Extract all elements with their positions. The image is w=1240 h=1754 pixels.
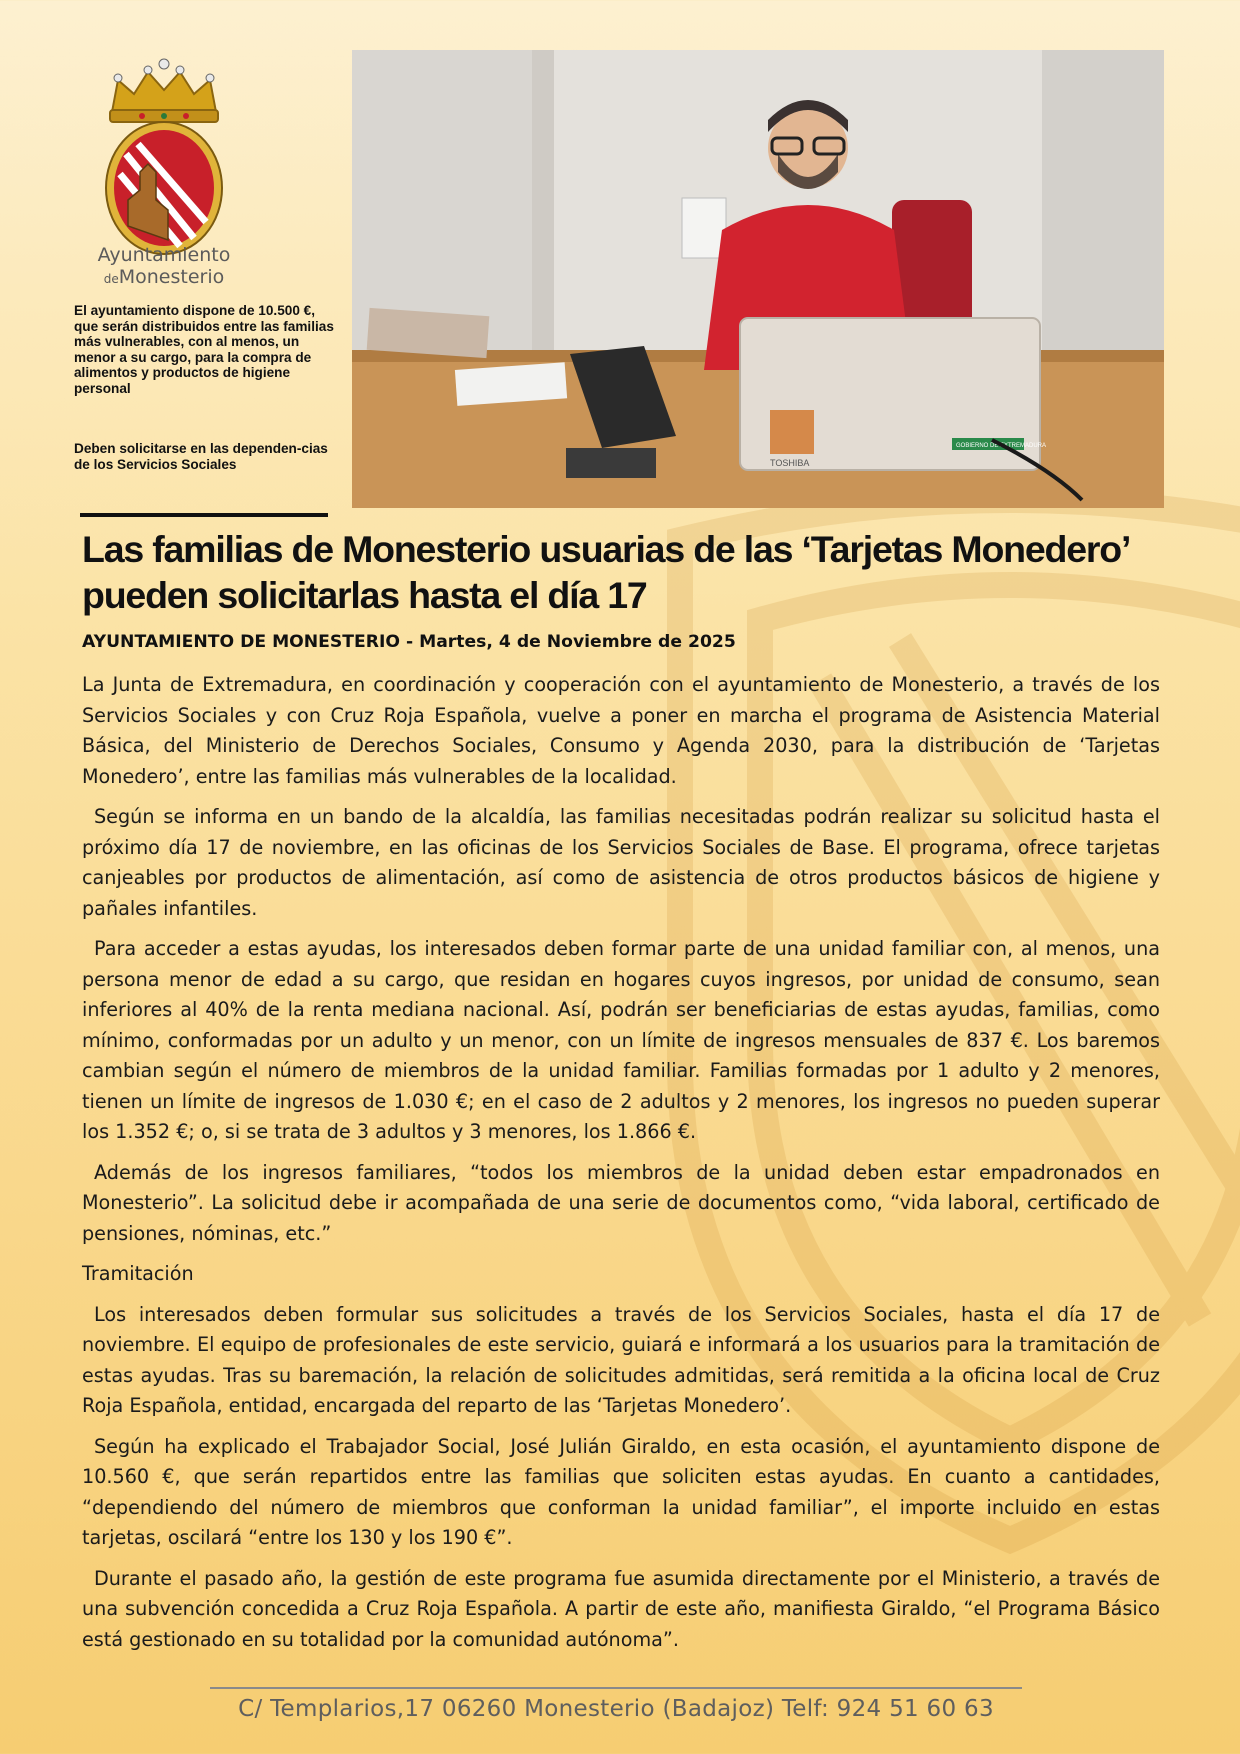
sidebar-summary-note: El ayuntamiento dispone de 10.500 €, que serán distribuidos entre las familias más vulnerables, con al menos, un menor a su cargo, para la compra de alimentos y productos de higiene personal — [74, 303, 334, 396]
article-paragraph-7: Durante el pasado año, la gestión de este programa fue asumida directamente por el Ministerio, a través de una subvención concedida a Cruz Roja Española. A partir de este año, manifiesta Giraldo, “el Programa Básico está gestionado en su totalidad por la comunidad autónoma”. — [82, 1566, 1160, 1651]
logo-text-de: de — [103, 272, 119, 286]
crown-icon — [110, 59, 218, 122]
article-paragraph-2: Según se informa en un bando de la alcaldía, las familias necesitadas podrán realizar su solicitud hasta el próximo día 17 de noviembre, en las oficinas de los Servicios Sociales de Base. El programa, ofrece tarjetas canjeables por productos de alimentación, así como de asistencia de otros productos básicos de higiene y pañales infantiles. — [82, 805, 1160, 920]
laptop-sticker: GOBIERNO DE EXTREMADURA — [956, 443, 1047, 449]
article-paragraph-1: La Junta de Extremadura, en coordinación y cooperación con el ayuntamiento de Monesterio, a través de los Servicios Sociales y con Cruz Roja Española, vuelve a poner en marcha el programa de Asistencia Material Básica, del Ministerio de Derechos Sociales, Consumo y Agenda 2030, para la distribución de ‘Tarjetas Monedero’, entre las familias más vulnerables de la localidad. — [82, 673, 1160, 788]
article-body — [82, 670, 1160, 1665]
sidebar-application-note: Deben solicitarse en las dependen-cias de los Servicios Sociales — [74, 441, 328, 472]
article-headline: Las familias de Monesterio usuarias de las ‘Tarjetas Monedero’ pueden solicitarlas hasta el día 17 — [82, 528, 1129, 616]
footer-address: C/ Templarios,17 06260 Monesterio (Badajoz) Telf: 924 51 60 63 — [238, 1696, 994, 1722]
logo-text-line2 — [74, 266, 254, 290]
laptop-brand: TOSHIBA — [770, 458, 810, 468]
footer-rule — [210, 1687, 1022, 1689]
article-paragraph-6: Según ha explicado el Trabajador Social, José Julián Giraldo, en esta ocasión, el ayuntamiento dispone de 10.560 €, que serán repartidos entre las familias que soliciten estas ayudas. En cuanto a cantidades, “dependiendo del número de miembros que conforman la unidad familiar”, el importe incluido en estas tarjetas, oscilará “entre los 130 y los 190 €”. — [82, 1434, 1160, 1549]
logo-text-town: Monesterio — [118, 266, 225, 288]
article-subheading: Tramitación — [82, 1262, 194, 1285]
article-paragraph-4: Además de los ingresos familiares, “todos los miembros de la unidad deben estar empadronados en Monesterio”. La solicitud debe ir acompañada de una serie de documentos como, “vida laboral, certificado de pensiones, nóminas, etc.” — [82, 1160, 1160, 1245]
logo-text-line1: Ayuntamiento — [97, 244, 231, 266]
article-byline: AYUNTAMIENTO DE MONESTERIO - Martes, 4 de Noviembre de 2025 — [82, 632, 736, 652]
article-paragraph-5: Los interesados deben formular sus solicitudes a través de los Servicios Sociales, hasta el día 17 de noviembre. El equipo de profesionales de este servicio, guiará e informará a los usuarios para la tramitación de estas ayudas. Tras su baremación, la relación de solicitudes admitidas, será remitida a la oficina local de Cruz Roja Española, entidad, encargada del reparto de las ‘Tarjetas Monedero’. — [82, 1302, 1160, 1417]
municipality-logo-text — [74, 244, 254, 290]
article-photo — [352, 50, 1164, 508]
office-photo-illustration — [352, 50, 1164, 508]
headline-rule — [80, 513, 328, 517]
article-paragraph-3: Para acceder a estas ayudas, los interesados deben formar parte de una unidad familiar con, al menos, una persona menor de edad a su cargo, que residan en hogares cuyos ingresos, por unidad de consumo, sean inferiores al 40% de la renta mediana nacional. Así, podrán ser beneficiarias de estas ayudas, familias, como mínimo, conformadas por un adulto y un menor, con un límite de ingresos mensuales de 837 €. Los baremos cambian según el número de miembros de la unidad familiar. Familias formadas por 1 adulto y 2 menores, tienen un límite de ingresos de 1.030 €; en el caso de 2 adultos y 2 menores, los ingresos no pueden superar los 1.352 €; o, si se trata de 3 adultos y 3 menores, los 1.866 €. — [82, 937, 1160, 1143]
